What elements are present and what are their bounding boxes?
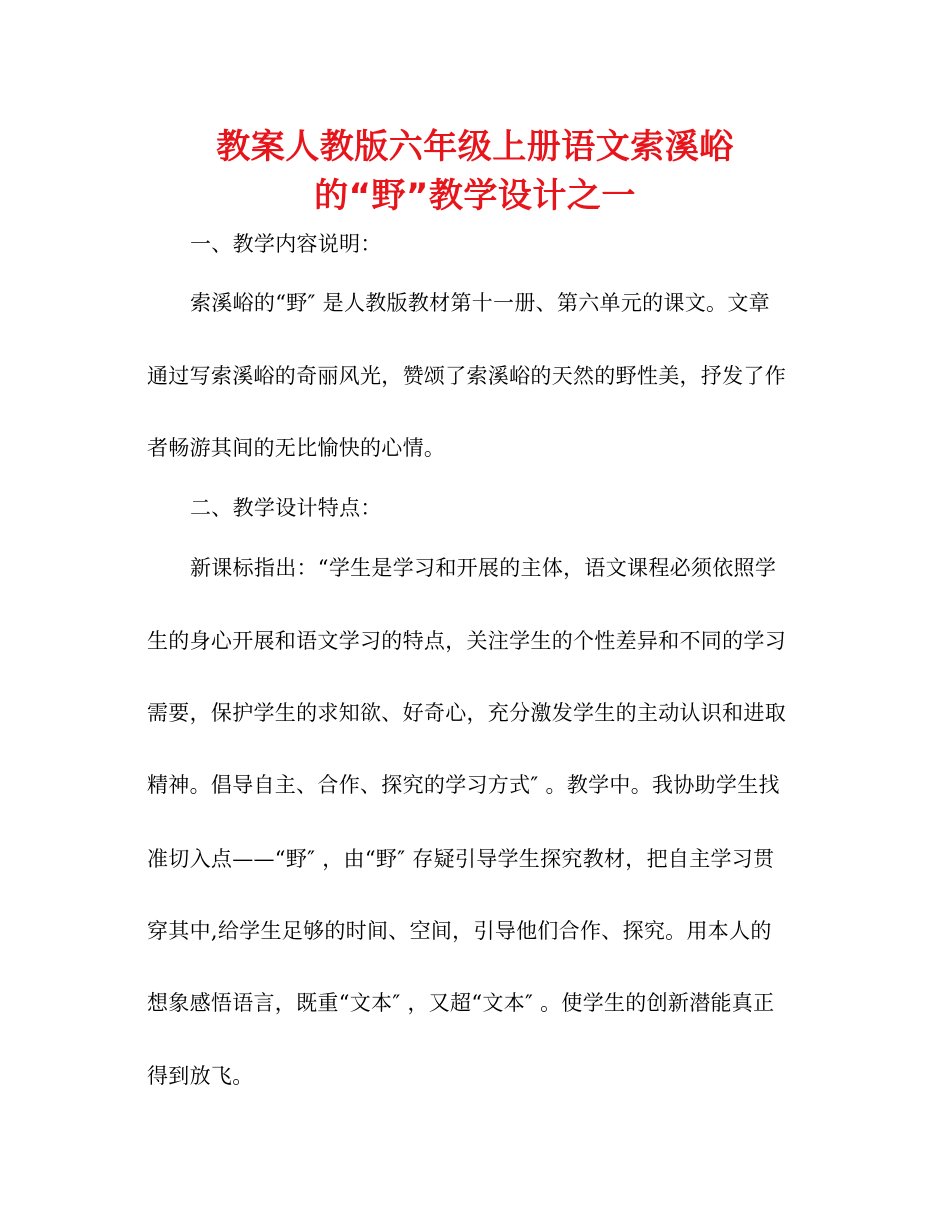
paragraph-line: 新课标指出：“学生是学习和开展的主体，语文课程必须依照学 xyxy=(190,556,777,580)
paragraph-line: 准切入点——“野″ ，由“野″ 存疑引导学生探究教材，把自主学习贯 xyxy=(147,847,775,871)
paragraph-line: 者畅游其间的无比愉快的心情。 xyxy=(147,436,446,460)
section-1-heading: 一、教学内容说明： xyxy=(190,232,382,256)
section-2-heading: 二、教学设计特点： xyxy=(190,496,382,520)
paragraph-line: 得到放飞。 xyxy=(147,1064,254,1088)
title-line-2: 的“野”教学设计之一 xyxy=(314,176,636,216)
paragraph-line: 精神。倡导自主、合作、探究的学习方式″ 。教学中。我协助学生找 xyxy=(147,773,780,797)
paragraph-line: 需要，保护学生的求知欲、好奇心，充分激发学生的主动认识和进取 xyxy=(147,701,786,725)
paragraph-line: 生的身心开展和语文学习的特点，关注学生的个性差异和不同的学习 xyxy=(147,629,786,653)
paragraph-line: 想象感悟语言，既重“文本″ ，又超“文本″ 。使学生的创新潜能真正 xyxy=(147,991,775,1015)
paragraph-line: 通过写索溪峪的奇丽风光，赞颂了索溪峪的天然的野性美，抒发了作 xyxy=(147,364,786,388)
paragraph-line: 穿其中,给学生足够的时间、空间，引导他们合作、探究。用本人的 xyxy=(147,919,772,943)
title-line-1: 教案人教版六年级上册语文索溪峪 xyxy=(216,127,734,167)
paragraph-line: 索溪峪的“野″ 是人教版教材第十一册、第六单元的课文。文章 xyxy=(190,291,770,315)
